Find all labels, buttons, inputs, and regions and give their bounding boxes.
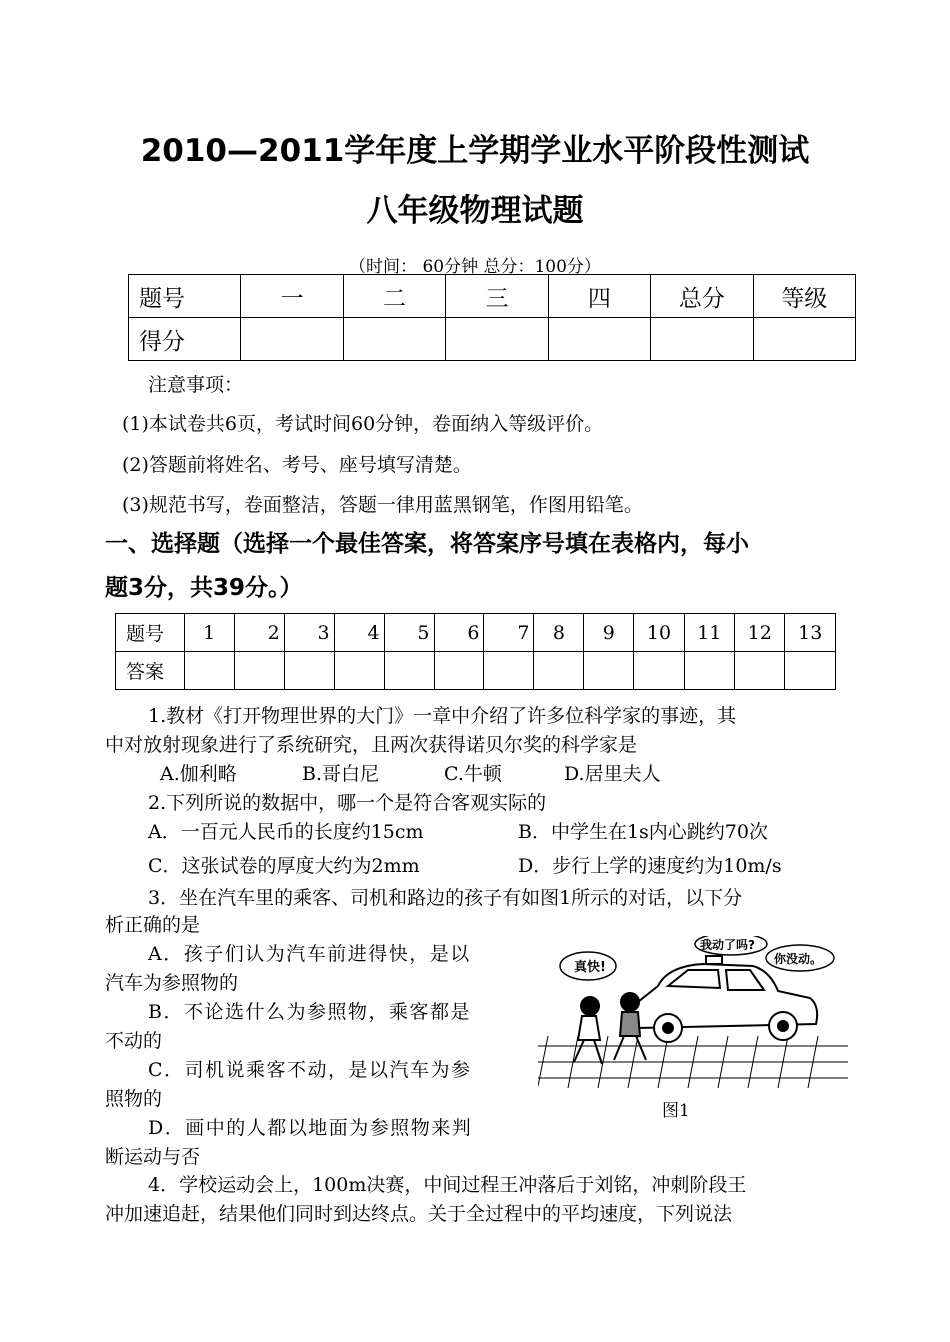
bubble-right-text: 你没动。 xyxy=(774,952,823,966)
answer-number-cell: 8 xyxy=(534,614,584,652)
answer-table-number-row xyxy=(116,614,836,652)
score-cell[interactable] xyxy=(241,318,343,361)
score-header-cell: 题号 xyxy=(129,275,241,318)
q4-line2: 冲加速追赶，结果他们同时到达终点。关于全过程中的平均速度，下列说法 xyxy=(105,1203,733,1225)
bubble-mid-text: 我动了吗? xyxy=(700,938,755,952)
answer-number-cell: 2 xyxy=(234,614,284,652)
score-header-cell: 三 xyxy=(446,275,548,318)
section1-title xyxy=(105,522,850,610)
score-table-score-row xyxy=(129,318,856,361)
notes-heading: 注意事项： xyxy=(148,374,244,396)
q3-option-d-line1: D．画中的人都以地面为参照物来判 xyxy=(148,1117,473,1139)
q1-option-c: C.牛顿 xyxy=(444,763,502,785)
score-header-cell: 二 xyxy=(343,275,445,318)
answer-cell[interactable] xyxy=(684,652,734,690)
answer-table xyxy=(115,613,836,690)
ground-grid xyxy=(538,1036,848,1088)
answer-cell[interactable] xyxy=(634,652,684,690)
answer-number-cell: 6 xyxy=(434,614,484,652)
q3-option-d-line2: 断运动与否 xyxy=(105,1146,201,1168)
answer-number-cell: 9 xyxy=(584,614,634,652)
answer-number-cell: 1 xyxy=(184,614,234,652)
q2-stem: 2.下列所说的数据中，哪一个是符合客观实际的 xyxy=(148,792,547,814)
answer-number-cell: 7 xyxy=(484,614,534,652)
q3-line2: 析正确的是 xyxy=(105,914,201,936)
note-item: (3)规范书写，卷面整洁，答题一律用蓝黑钢笔，作图用铅笔。 xyxy=(122,494,643,516)
q1-line2: 中对放射现象进行了系统研究，且两次获得诺贝尔奖的科学家是 xyxy=(105,734,638,756)
score-table xyxy=(128,274,856,361)
figure-1-caption: 图1 xyxy=(662,1101,690,1121)
score-cell[interactable] xyxy=(446,318,548,361)
answer-a-label: 答案 xyxy=(116,652,185,690)
answer-cell[interactable] xyxy=(735,652,785,690)
q1-option-a: A.伽利略 xyxy=(160,763,237,785)
q2-option-a: A．一百元人民币的长度约15cm xyxy=(148,821,424,843)
answer-number-cell: 13 xyxy=(785,614,836,652)
answer-cell[interactable] xyxy=(384,652,434,690)
answer-number-cell: 3 xyxy=(284,614,334,652)
answer-cell[interactable] xyxy=(284,652,334,690)
q1-option-d: D.居里夫人 xyxy=(564,763,661,785)
score-cell[interactable] xyxy=(548,318,650,361)
q4-line1: 4．学校运动会上，100m决赛，中间过程王冲落后于刘铭，冲刺阶段王 xyxy=(148,1174,747,1196)
q1-option-b: B.哥白尼 xyxy=(302,763,380,785)
score-cell[interactable] xyxy=(651,318,753,361)
figure-1-cartoon xyxy=(538,936,848,1092)
answer-number-cell: 12 xyxy=(735,614,785,652)
note-item: (1)本试卷共6页，考试时间60分钟，卷面纳入等级评价。 xyxy=(122,413,604,435)
section1-title-line1: 一、选择题（选择一个最佳答案，将答案序号填在表格内，每小 xyxy=(105,531,749,557)
exam-subtitle: 八年级物理试题 xyxy=(366,193,584,229)
bubble-left-text: 真快! xyxy=(574,960,606,975)
q3-option-c-line2: 照物的 xyxy=(105,1088,163,1110)
answer-number-cell: 5 xyxy=(384,614,434,652)
score-table-header-row xyxy=(129,275,856,318)
exam-title: 2010—2011学年度上学期学业水平阶段性测试 xyxy=(140,133,810,169)
answer-cell[interactable] xyxy=(234,652,284,690)
answer-cell[interactable] xyxy=(484,652,534,690)
note-item: (2)答题前将姓名、考号、座号填写清楚。 xyxy=(122,454,472,476)
score-header-cell: 一 xyxy=(241,275,343,318)
q2-option-b: B．中学生在1s内心跳约70次 xyxy=(518,821,768,843)
answer-cell[interactable] xyxy=(785,652,836,690)
answer-number-cell: 10 xyxy=(634,614,684,652)
answer-cell[interactable] xyxy=(434,652,484,690)
score-row-label: 得分 xyxy=(129,318,241,361)
answer-cell[interactable] xyxy=(184,652,234,690)
q2-option-d: D．步行上学的速度约为10m/s xyxy=(518,855,782,877)
score-cell[interactable] xyxy=(343,318,445,361)
answer-q-label: 题号 xyxy=(116,614,185,652)
score-header-cell: 总分 xyxy=(651,275,753,318)
score-cell[interactable] xyxy=(753,318,855,361)
q3-option-b-line1: B．不论选什么为参照物，乘客都是 xyxy=(148,1001,471,1023)
time-info: （时间： 60分钟 总分：100分） xyxy=(349,257,601,277)
answer-cell[interactable] xyxy=(534,652,584,690)
q3-option-a-line2: 汽车为参照物的 xyxy=(105,972,239,994)
score-header-cell: 等级 xyxy=(753,275,855,318)
children-drawing xyxy=(574,993,646,1064)
q3-line1: 3．坐在汽车里的乘客、司机和路边的孩子有如图1所示的对话，以下分 xyxy=(148,887,743,909)
answer-cell[interactable] xyxy=(334,652,384,690)
score-header-cell: 四 xyxy=(548,275,650,318)
answer-table-answer-row xyxy=(116,652,836,690)
answer-cell[interactable] xyxy=(584,652,634,690)
q3-option-b-line2: 不动的 xyxy=(105,1030,163,1052)
q3-option-c-line1: C．司机说乘客不动，是以汽车为参 xyxy=(148,1059,472,1081)
q2-option-c: C．这张试卷的厚度大约为2mm xyxy=(148,855,420,877)
section1-title-line2: 题3分，共39分。） xyxy=(105,575,303,601)
answer-number-cell: 11 xyxy=(684,614,734,652)
q1-line1: 1.教材《打开物理世界的大门》一章中介绍了许多位科学家的事迹，其 xyxy=(148,705,737,727)
answer-number-cell: 4 xyxy=(334,614,384,652)
q3-option-a-line1: A．孩子们认为汽车前进得快，是以 xyxy=(148,943,471,965)
